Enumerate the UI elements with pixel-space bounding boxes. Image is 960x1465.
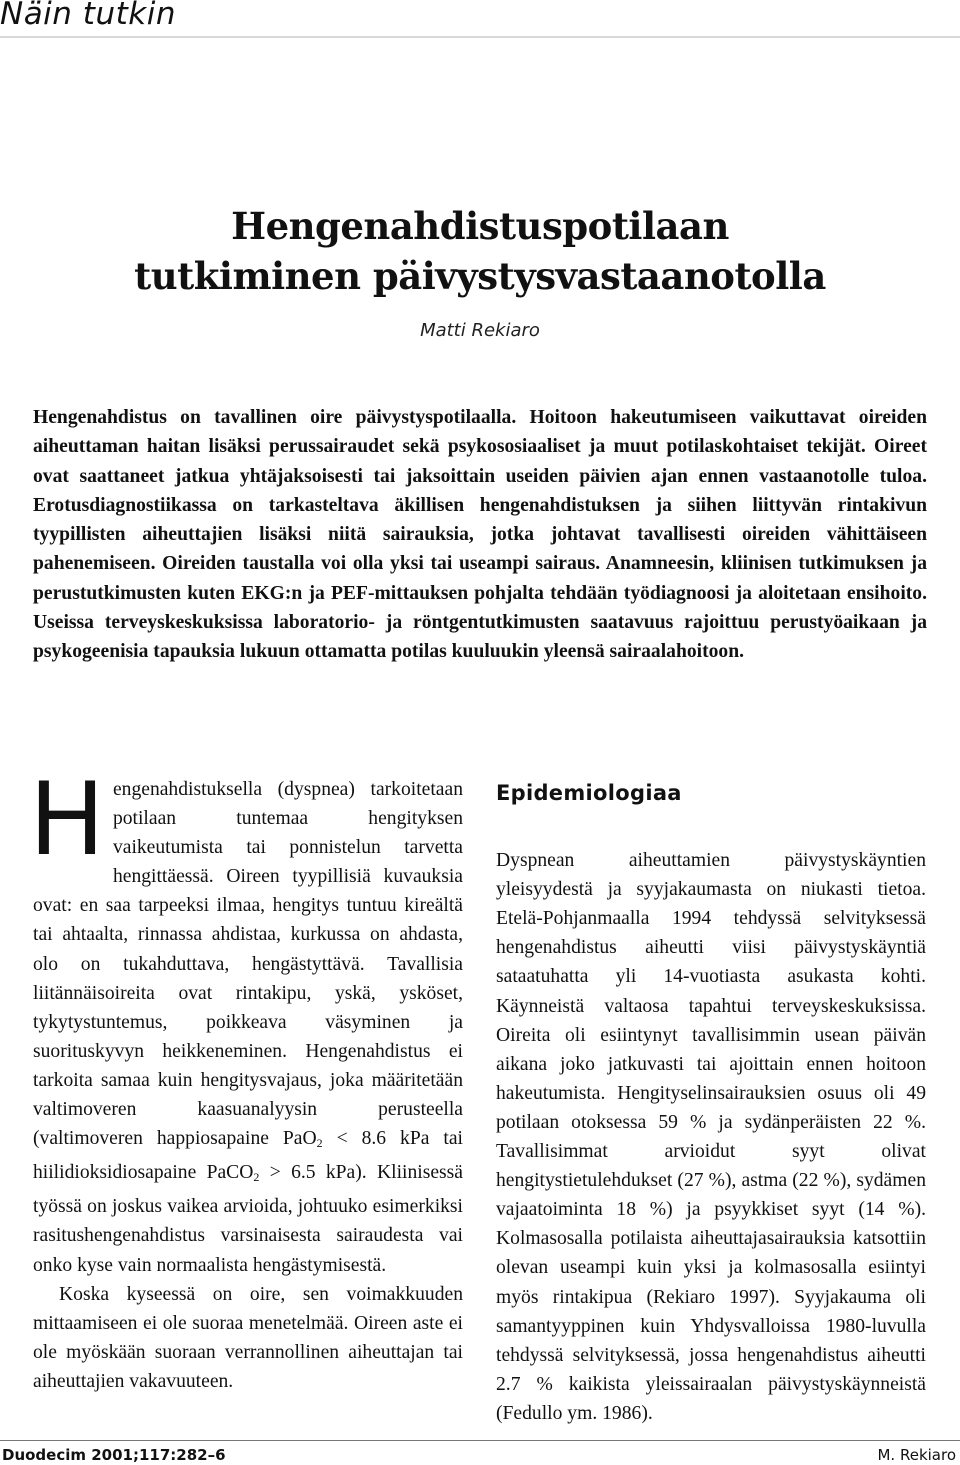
subscript-o2: 2	[316, 1136, 323, 1151]
abstract: Hengenahdistus on tavallinen oire päivystyspotilaalla. Hoitoon hakeutumiseen vaikuttavat oireiden aiheuttaman haitan lisäksi perussairaudet sekä psykososiaaliset ja muut potilaskohtaiset tekijät. Oireet ovat saattaneet jatkua yhtäjaksoisesti tai jaksoittain useiden päivien ajan ennen vastaanotolle tuloa. Erotusdiagnostiikassa on tarkasteltava äkillisen hengenahdistuksen ja siihen liittyvän rintakivun tyypillisten aiheuttajien lisäksi niitä sairauksia, jotka johtavat tavallisesti oireiden vähittäiseen pahenemiseen. Oireiden taustalla voi olla yksi tai useampi sairaus. Anamneesin, kliinisen tutkimuksen ja perustutkimusten kuten EKG:n ja PEF-mittauksen pohjalta tehdään työdiagnoosi ja aloitetaan ensihoito. Useissa terveyskeskuksissa laboratorio- ja röntgentutkimusten saatavuus rajoittuu perustyöaikaan ja psykogeenisia tapauksia lukuun ottamatta potilas kuuluukin yleensä sairaalahoitoon.	[33, 407, 927, 663]
footer-citation: Duodecim 2001;117:282–6	[2, 1446, 226, 1464]
article-title-line-2: tutkiminen päivystysvastaanotolla	[134, 254, 826, 298]
subscript-co2: 2	[253, 1170, 260, 1185]
right-column	[496, 775, 926, 1428]
left-p1-mid: < 8.6 kPa tai hiilidioksidiosapaine PaCO	[33, 1128, 463, 1184]
left-column	[29, 760, 463, 1396]
left-p1-start: engenahdistuksella (dyspnea) tarkoitetaan potilaan tuntemaa hengityksen vaikeutumista tai ponnistelun tarvetta hengittäessä. Oireen tyypillisiä kuvauksia ovat: en saa tarpeeksi ilmaa, hengitys tuntuu kireältä tai ahtaalta, rinnassa ahdistaa, kurkussa on ahdasta, olo on tukahduttava, hengästyttävä. Tavallisia liitännäisoireita ovat rintakipu, yskä, ysköset, tykytystuntemus, poikkeava väsyminen ja suorituskyvyn heikkeneminen. Hengenahdistus ei tarkoita samaa kuin hengitysvajaus, joka määritetään valtimoveren kaasuanalyysin perusteella (valtimoveren happiosapaine PaO	[33, 779, 463, 1150]
section-label: Näin tutkin	[0, 0, 176, 32]
section-heading: Epidemiologiaa	[496, 781, 682, 805]
footer-author: M. Rekiaro	[877, 1446, 956, 1464]
article-author: Matti Rekiaro	[420, 320, 540, 341]
header-rule	[0, 36, 960, 38]
left-paragraph-2: Koska kyseessä on oire, sen voimakkuuden mittaamiseen ei ole suoraa menetelmää. Oireen aste ei ole myöskään suoraan verrannollinen aiheuttajan tai aiheuttajien vakavuuteen.	[33, 1283, 463, 1392]
section-header	[0, 0, 960, 38]
drop-cap: H	[29, 760, 105, 878]
right-paragraph-1: Dyspnean aiheuttamien päivystyskäyntien yleisyydestä ja syyjakaumasta on niukasti tietoa. Etelä-Pohjanmaalla 1994 tehdyssä selvityksessä hengenahdistus aiheutti viisi päivystyskäyntiä sataatuhatta yli 14-vuotiasta asukasta kohti. Käynneistä valtaosa tapahtui terveyskeskuksissa. Oireita oli esiintynyt tavallisimmin usean päivän aikana joko jatkuvasti tai ajoittain ennen hoitoon hakeutumista. Hengityselinsairauksien osuus oli 49 potilaan otoksessa 59 % ja sydänperäisten 22 %. Tavallisimmat arvioidut syyt olivat hengitystietulehdukset (27 %), astma (22 %), sydämen vajaatoiminta 18 %) ja psyykkiset syyt (14 %). Kolmasosalla potilaista aiheuttajasairauksia katsottiin olevan useampi kuin yksi ja kolmasosalla esiintyi myös rintakipua (Rekiaro 1997). Syyjakauma oli samantyyppinen kuin Yhdysvalloissa 1980-luvulla tehdyssä selvityksessä, jossa hengenahdistus aiheutti 2.7 % kaikista yleissairaalan päivystyskäynneistä (Fedullo ym. 1986).	[496, 850, 926, 1424]
article-title-line-1: Hengenahdistuspotilaan	[231, 204, 729, 248]
footer-rule	[0, 1440, 960, 1441]
left-p1-end: > 6.5 kPa). Kliinisessä työssä on joskus vaikea arvioida, johtuuko esimerkiksi rasitushengenahdistus varsinaisesta sairaudesta vai onko kyse vain normaalista hengästymisestä.	[33, 1162, 463, 1276]
